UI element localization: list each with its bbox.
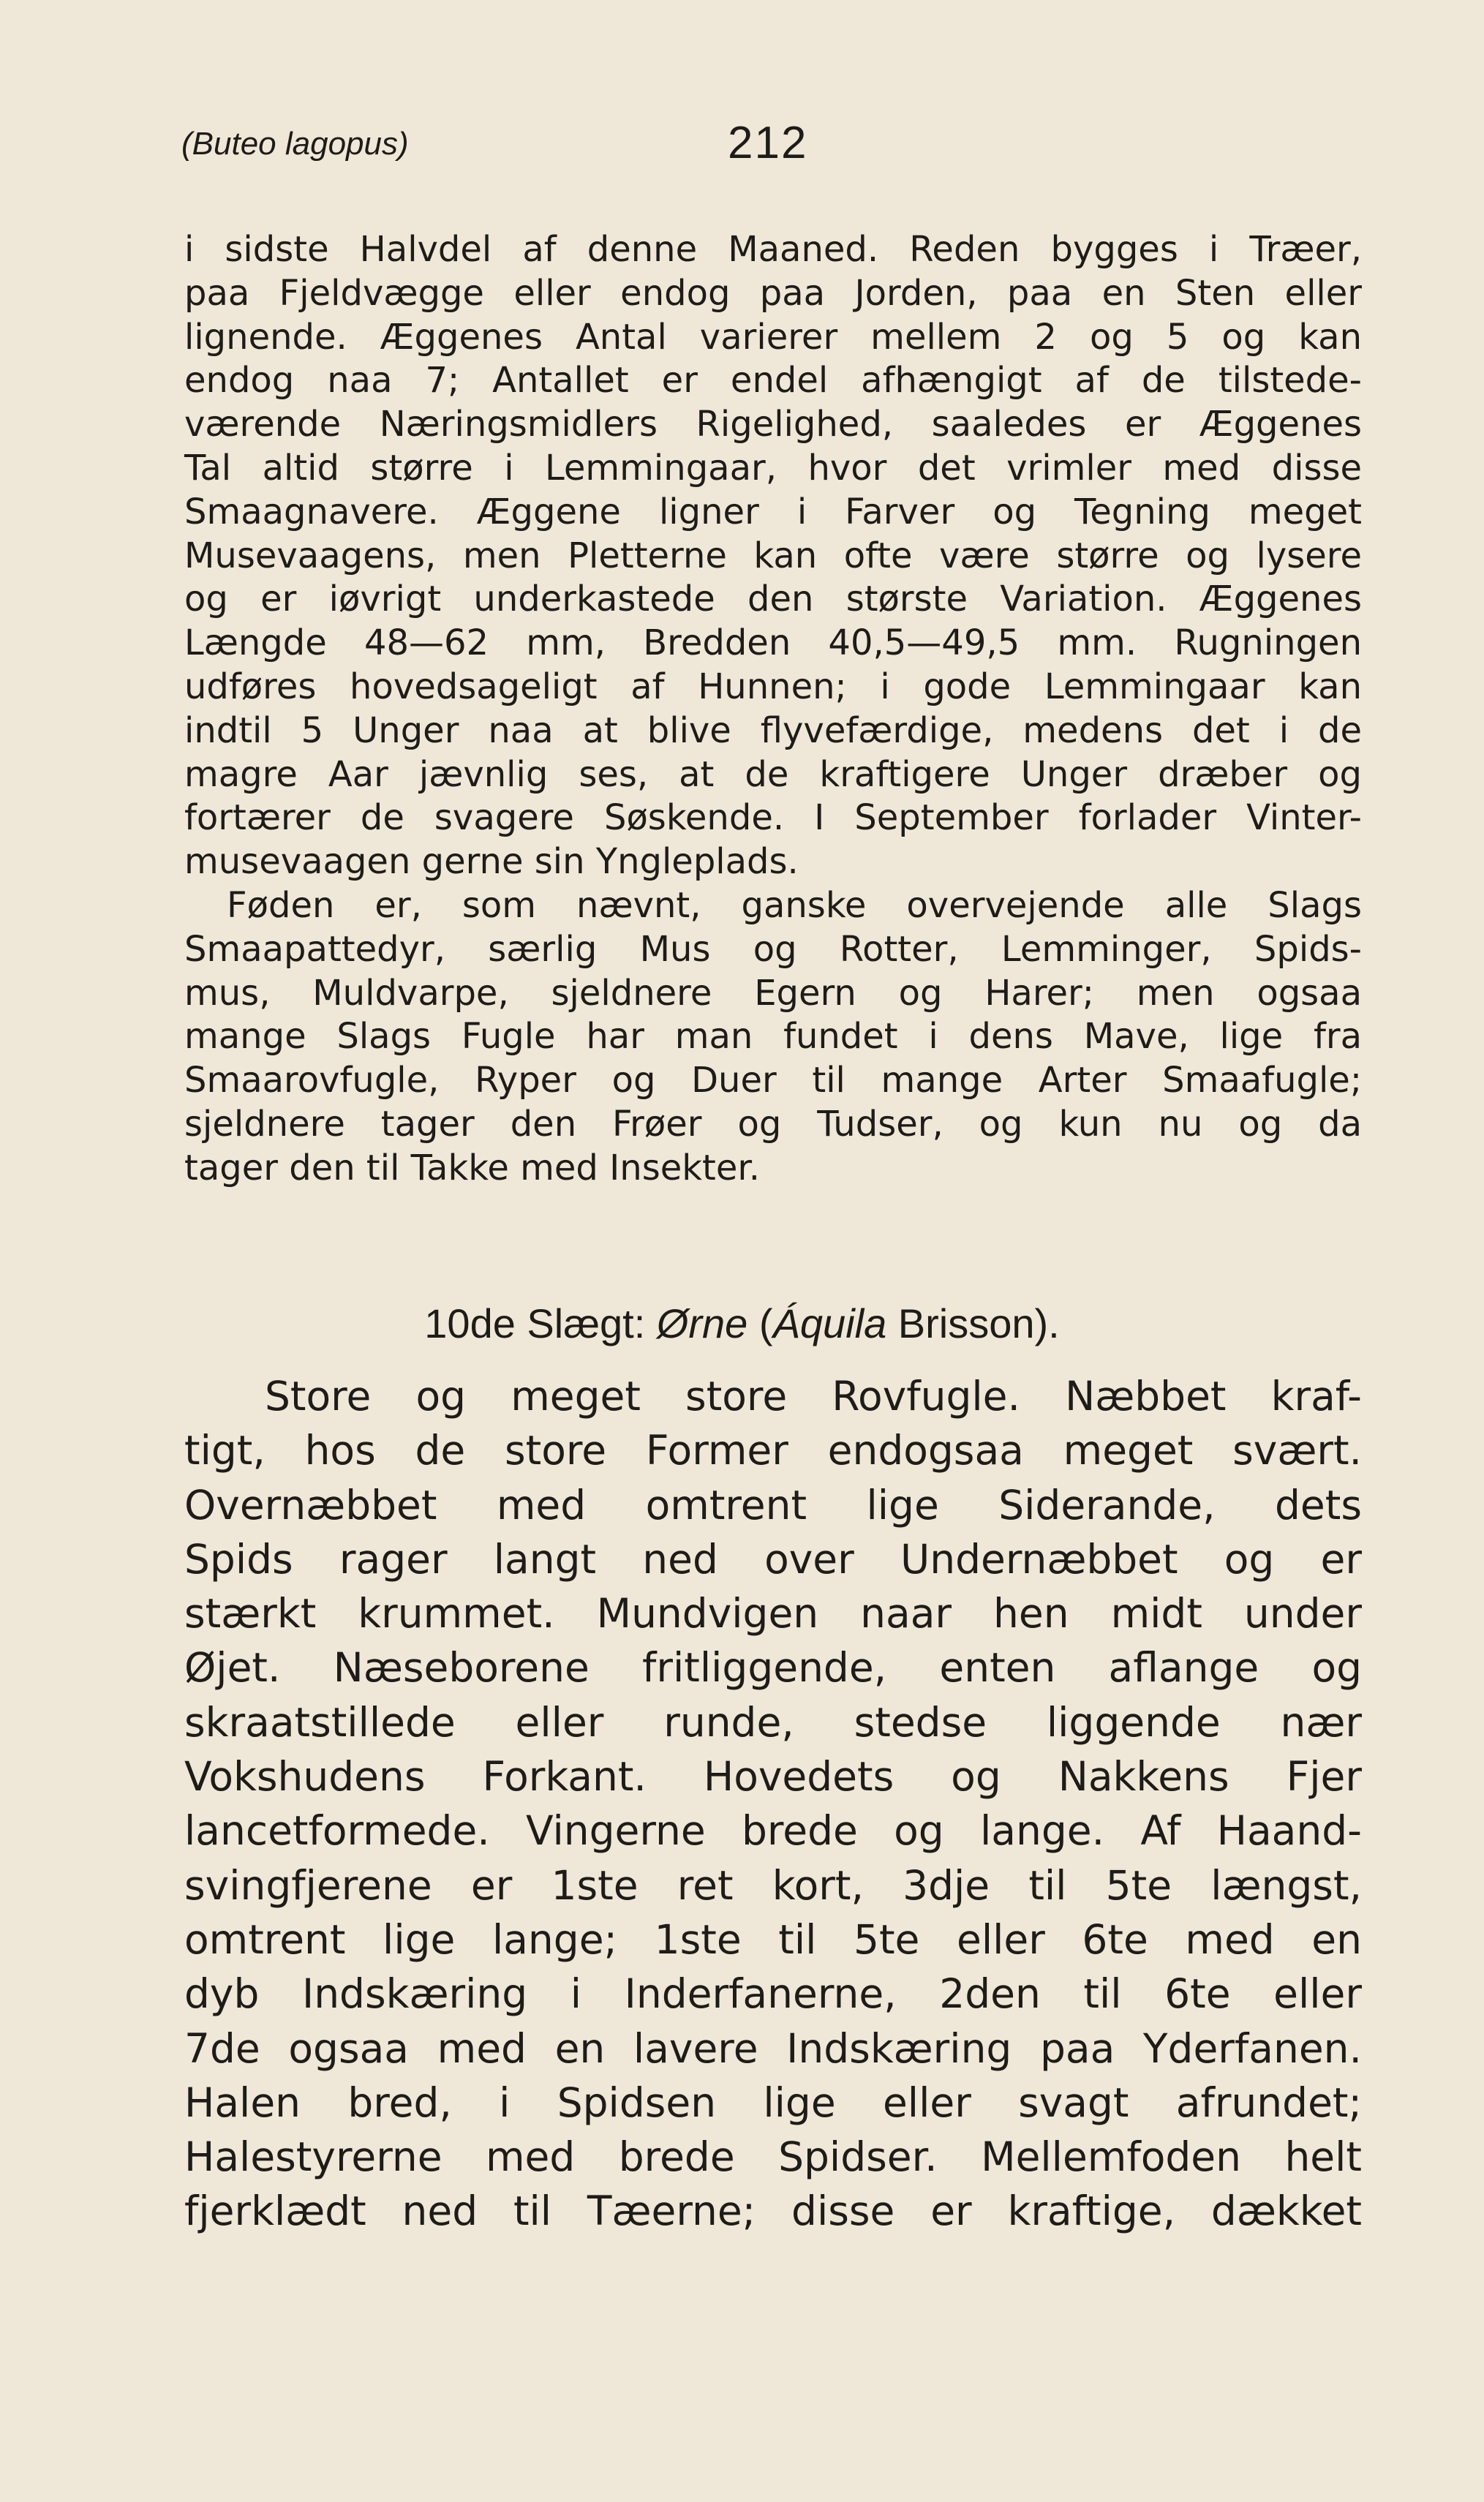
heading-latin-open: ( [758, 1300, 773, 1346]
text-line: værende Næringsmidlers Rigelighed, saaledes er Æggenes [184, 404, 1362, 445]
text-line: sjeldnere tager den Frøer og Tudser, og kun nu og da [184, 1103, 1362, 1145]
text-line: lancetformede. Vingerne brede og lange. Af Haand- [184, 1807, 1362, 1855]
text-line: skraatstillede eller runde, stedse liggende nær [184, 1698, 1362, 1746]
text-line: tager den til Takke med Insekter. [184, 1147, 760, 1188]
text-line: endog naa 7; Antallet er endel afhængigt af de tilstede- [184, 360, 1362, 402]
text-line: fjerklædt ned til Tæerne; disse er kraftige, dækket [184, 2188, 1362, 2235]
heading-latin: Áquila [772, 1300, 887, 1346]
text-line: dyb Indskæring i Inderfanerne, 2den til 6te eller [184, 1970, 1362, 2018]
text-line: Spids rager langt ned over Undernæbbet og er [184, 1535, 1362, 1583]
text-line: omtrent lige lange; 1ste til 5te eller 6te med en [184, 1915, 1362, 1963]
text-line: Længde 48—62 mm, Bredden 40,5—49,5 mm. Rugningen [184, 622, 1362, 664]
text-line: i sidste Halvdel af denne Maaned. Reden bygges i Træer, [184, 229, 1362, 270]
text-line: Overnæbbet med omtrent lige Siderande, dets [184, 1481, 1362, 1529]
text-line: Øjet. Næseborene fritliggende, enten aflange og [184, 1644, 1362, 1692]
text-line: udføres hovedsageligt af Hunnen; i gode Lemmingaar kan [184, 666, 1362, 707]
text-line: Føden er, som nævnt, ganske overvejende alle Slags [227, 884, 1362, 926]
continued-text [184, 228, 1362, 1191]
text-line: Halen bred, i Spidsen lige eller svagt afrundet; [184, 2079, 1362, 2126]
text-line: Smaapattedyr, særlig Mus og Rotter, Lemminger, Spids- [184, 928, 1362, 970]
page-number: 212 [728, 118, 808, 168]
text-line: mange Slags Fugle har man fundet i dens Mave, lige fra [184, 1016, 1362, 1058]
heading-title: Ørne [656, 1300, 748, 1346]
text-line: Vokshudens Forkant. Hovedets og Nakkens Fjer [184, 1753, 1362, 1801]
text-line: Musevaagens, men Pletterne kan ofte være større og lysere [184, 535, 1362, 576]
text-line: Smaarovfugle, Ryper og Duer til mange Arter Smaafugle; [184, 1060, 1362, 1101]
running-head: (Buteo lagopus) [181, 126, 409, 162]
text-line: lignende. Æggenes Antal varierer mellem 2 og 5 og kan [184, 316, 1362, 358]
section-heading [0, 1298, 1484, 1357]
text-line: 7de ogsaa med en lavere Indskæring paa Yderfanen. [184, 2024, 1362, 2072]
page-header [0, 118, 1484, 179]
section-text [184, 1369, 1362, 2239]
text-line: fortærer de svagere Søskende. I September forlader Vinter- [184, 797, 1362, 839]
paragraph-breeding [184, 228, 1362, 884]
text-line: tigt, hos de store Former endogsaa meget svært. [184, 1427, 1362, 1474]
text-line: stærkt krummet. Mundvigen naar hen midt under [184, 1590, 1362, 1638]
text-line: Store og meget store Rovfugle. Næbbet kraf- [265, 1373, 1362, 1420]
text-line: og er iøvrigt underkastede den største Variation. Æggenes [184, 579, 1362, 620]
heading-author: Brisson). [897, 1300, 1060, 1346]
text-line: paa Fjeldvægge eller endog paa Jorden, paa en Sten eller [184, 272, 1362, 314]
text-line: svingfjerene er 1ste ret kort, 3dje til 5te længst, [184, 1861, 1362, 1909]
heading-prefix: 10de Slægt: [424, 1300, 646, 1346]
text-line: Halestyrerne med brede Spidser. Mellemfoden helt [184, 2133, 1362, 2181]
text-line: mus, Muldvarpe, sjeldnere Egern og Harer; men ogsaa [184, 972, 1362, 1014]
text-line: Tal altid større i Lemmingaar, hvor det vrimler med disse [184, 447, 1362, 489]
text-line: Smaagnavere. Æggene ligner i Farver og Tegning meget [184, 491, 1362, 532]
text-line: musevaagen gerne sin Yngleplads. [184, 841, 799, 883]
paragraph-food [184, 884, 1362, 1191]
text-line: indtil 5 Unger naa at blive flyvefærdige, medens det i de [184, 709, 1362, 751]
text-line: magre Aar jævnlig ses, at de kraftigere Unger dræber og [184, 753, 1362, 795]
